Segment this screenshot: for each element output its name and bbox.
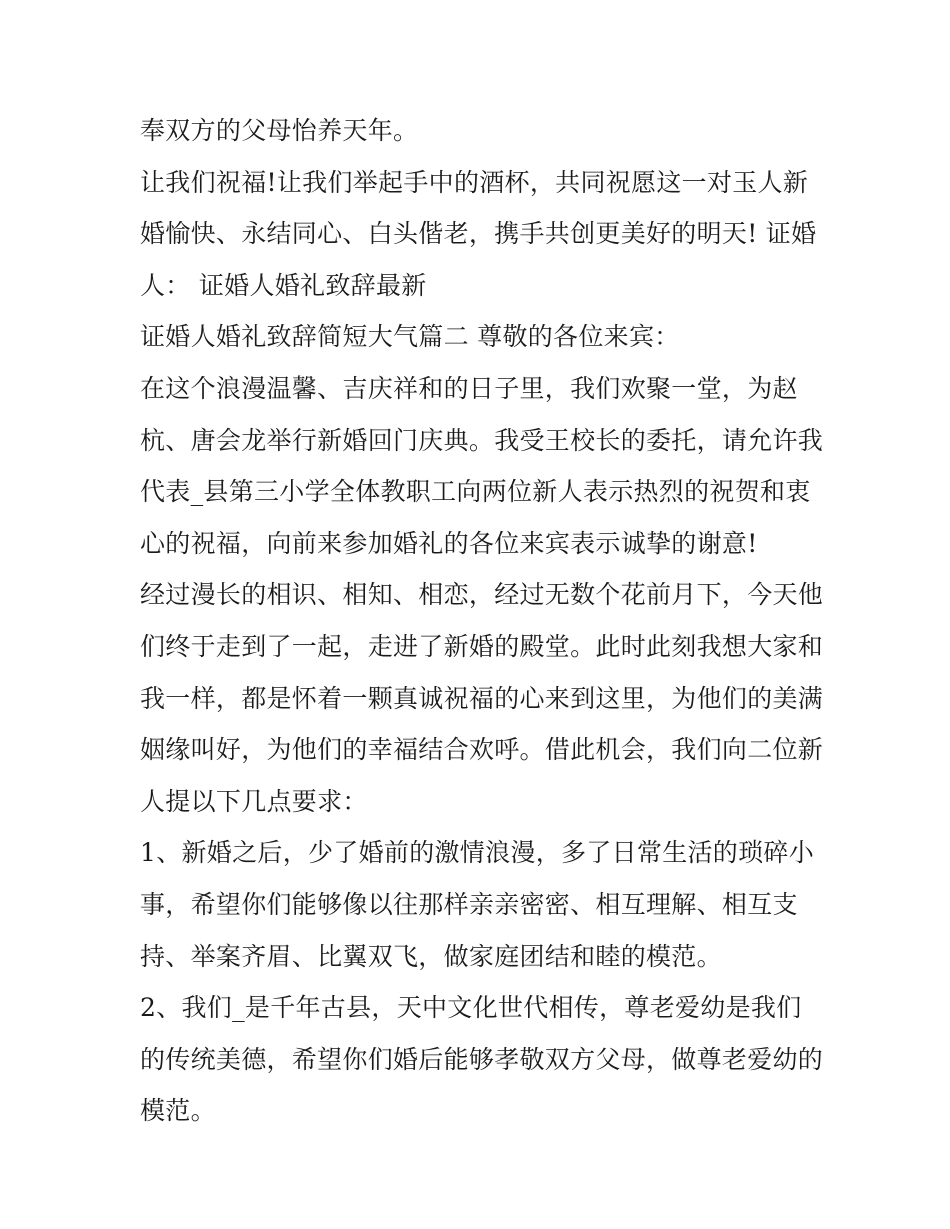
text-line: 心的祝福，向前来参加婚礼的各位来宾表示诚挚的谢意! (140, 528, 758, 558)
text-line: 代表_县第三小学全体教职工向两位新人表示热烈的祝贺和衷 (140, 477, 811, 507)
text-line: 婚愉快、永结同心、白头偕老，携手共创更美好的明天! 证婚 (140, 219, 817, 249)
text-line: 奉双方的父母怡养天年。 (140, 116, 419, 145)
list-item-line: 1、新婚之后，少了婚前的激情浪漫，多了日常生活的琐碎小 (140, 838, 815, 868)
section-heading-line: 证婚人婚礼致辞简短大气篇二 尊敬的各位来宾： (140, 322, 680, 352)
text-line: 杭、唐会龙举行新婚回门庆典。我受王校长的委托，请允许我 (140, 425, 824, 455)
text-line: 经过漫长的相识、相知、相恋，经过无数个花前月下，今天他 (140, 580, 824, 610)
text-line: 人： 证婚人婚礼致辞最新 (140, 270, 427, 300)
list-item-line: 2、我们_是千年古县，天中文化世代相传，尊老爱幼是我们 (140, 993, 802, 1023)
text-line: 模范。 (140, 1096, 216, 1126)
text-line: 我一样，都是怀着一颗真诚祝福的心来到这里，为他们的美满 (140, 683, 824, 713)
document-body (140, 105, 824, 1137)
text-line: 让我们祝福!让我们举起手中的酒杯，共同祝愿这一对玉人新 (140, 167, 809, 197)
text-line: 姻缘叫好，为他们的幸福结合欢呼。借此机会，我们向二位新 (140, 735, 824, 765)
text-line: 们终于走到了一起，走进了新婚的殿堂。此时此刻我想大家和 (140, 631, 824, 661)
text-line: 持、举案齐眉、比翼双飞，做家庭团结和睦的模范。 (140, 941, 722, 971)
text-line: 事，希望你们能够像以往那样亲亲密密、相互理解、相互支 (140, 889, 798, 919)
text-line: 在这个浪漫温馨、吉庆祥和的日子里，我们欢聚一堂，为赵 (140, 373, 798, 403)
text-line: 的传统美德，希望你们婚后能够孝敬双方父母，做尊老爱幼的 (140, 1044, 824, 1074)
text-line: 人提以下几点要求： (140, 786, 368, 816)
